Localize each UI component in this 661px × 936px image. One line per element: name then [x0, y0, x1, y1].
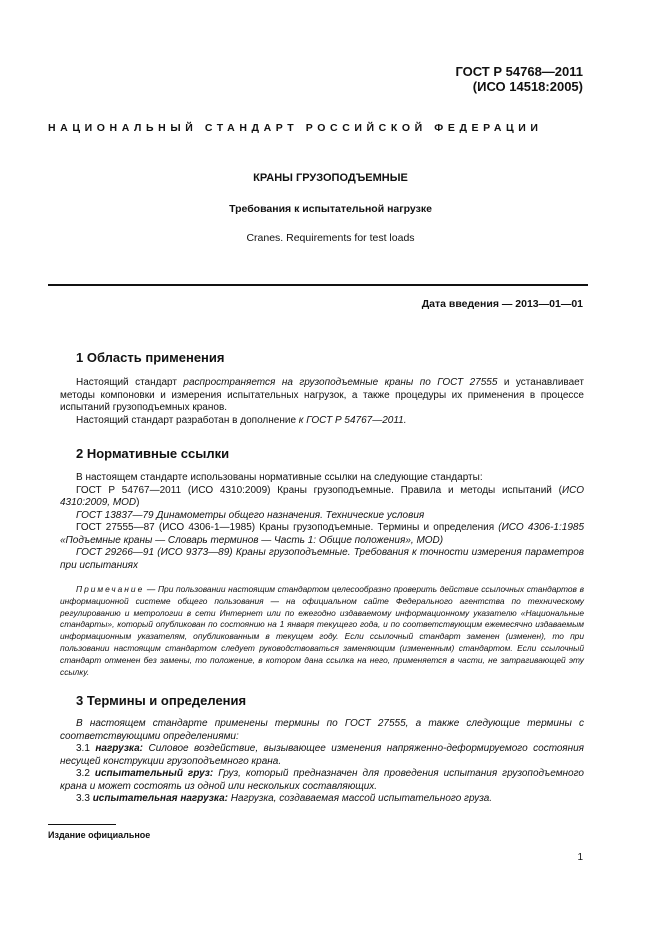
reference-item: ГОСТ 29266—91 (ИСО 9373—89) Краны грузоподъемные. Требования к точности измерения параметров при испытаниях	[60, 547, 584, 571]
terms-intro: В настоящем стандарте применены термины по ГОСТ 27555, а также следующие термины с соответствующими определениями:	[60, 718, 584, 742]
reference-item: ГОСТ 13837—79 Динамометры общего назначения. Технические условия	[76, 509, 425, 521]
section-1-paragraph: Настоящий стандарт разработан в дополнение к ГОСТ Р 54767—2011.	[76, 414, 407, 426]
section-1-heading: 1 Область применения	[76, 350, 225, 365]
footer-divider	[48, 824, 116, 825]
iso-code: (ИСО 14518:2005)	[472, 79, 583, 94]
national-standard-banner: НАЦИОНАЛЬНЫЙ СТАНДАРТ РОССИЙСКОЙ ФЕДЕРАЦИИ	[48, 122, 543, 134]
note-text: — При пользовании настоящим стандартом целесообразно проверить действие ссылочных стандартов в информационной системе общего пользования — на официальном сайте Федерального агентства по техническому регулированию и метрологии в сети Интернет или по ежегодно издаваемому информационному указателю «Национальные стандарты», который опубликован по состоянию на 1 января текущего года, и по соответствующим ежемесячно издаваемым информационным указателям, опубликованным в текущем году. Если ссылочный стандарт заменен (изменен), то при пользовании настоящим стандартом следует руководствоваться заменяющим (измененным) стандартом. Если ссылочный стандарт отменен без замены, то положение, в котором дана ссылка на него, применяется в части, не затрагивающей эту ссылку.	[60, 584, 584, 677]
section-2-body	[60, 472, 584, 572]
official-edition-label: Издание официальное	[48, 830, 151, 840]
section-1-paragraph: Настоящий стандарт распространяется на грузоподъемные краны по ГОСТ 27555 и устанавливает методы компоновки и измерения испытательных нагрузок, а также процедуры их применения в процессе испытаний грузоподъемных кранов.	[60, 377, 584, 413]
section-3-heading: 3 Термины и определения	[76, 693, 247, 708]
title-divider	[48, 284, 588, 286]
term-definition: 3.2 испытательный груз: Груз, который предназначен для проведения испытания грузоподъемного крана и может состоять из одной или нескольких составляющих.	[60, 768, 584, 792]
standard-code-block	[455, 64, 583, 94]
section-3-body	[60, 718, 584, 806]
note-label: Примечание	[76, 584, 145, 594]
term-definition: 3.3 испытательная нагрузка: Нагрузка, создаваемая массой испытательного груза.	[76, 793, 493, 804]
page-number: 1	[577, 852, 583, 863]
section-2-heading: 2 Нормативные ссылки	[76, 446, 230, 461]
standard-code: ГОСТ Р 54768—2011	[455, 64, 583, 79]
term-name: испытательный груз:	[94, 768, 214, 779]
references-note	[60, 584, 584, 678]
document-title: КРАНЫ ГРУЗОПОДЪЕМНЫЕ	[253, 172, 408, 184]
reference-item: ГОСТ 27555—87 (ИСО 4306-1—1985) Краны грузоподъемные. Термины и определения (ИСО 4306-1:1985 «Подъемные краны — Словарь терминов — Часть 1: Общие положения», MOD)	[60, 522, 585, 546]
document-subtitle: Требования к испытательной нагрузке	[229, 203, 432, 215]
term-name: нагрузка:	[95, 743, 144, 754]
term-name: испытательная нагрузка:	[92, 793, 228, 804]
term-definition: 3.1 нагрузка: Силовое воздействие, вызывающее изменения напряженно-деформируемого состояния несущей конструкции грузоподъемного крана.	[60, 743, 584, 767]
reference-item: ГОСТ Р 54767—2011 (ИСО 4310:2009) Краны грузоподъемные. Правила и методы испытаний (ИСО 4310:2009, MOD)	[60, 484, 584, 508]
english-title: Cranes. Requirements for test loads	[246, 232, 415, 244]
introduction-date: Дата введения — 2013—01—01	[421, 298, 583, 310]
section-1-body	[60, 377, 584, 427]
references-intro: В настоящем стандарте использованы нормативные ссылки на следующие стандарты:	[76, 472, 483, 483]
